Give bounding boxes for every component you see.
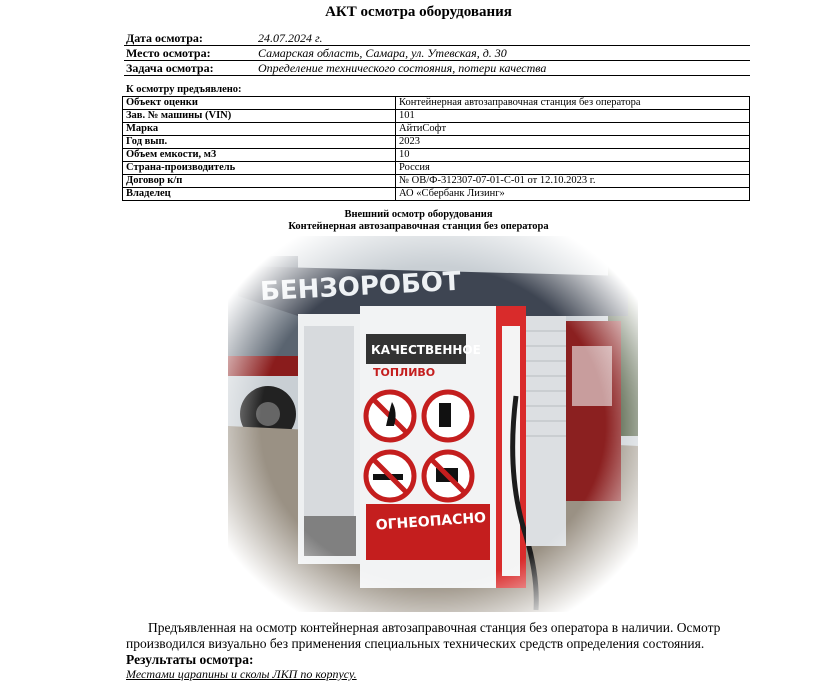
row-label: Объект оценки <box>123 97 396 110</box>
row-value: АО «Сбербанк Лизинг» <box>396 188 750 201</box>
results-title: Результаты осмотра: <box>126 652 254 667</box>
row-value: 101 <box>396 110 750 123</box>
equipment-photo <box>228 236 638 612</box>
table-row <box>123 162 750 175</box>
row-value: № ОВ/Ф-312307-07-01-С-01 от 12.10.2023 г. <box>396 175 750 188</box>
table-row <box>123 136 750 149</box>
row-label: Договор к/п <box>123 175 396 188</box>
table-row <box>123 123 750 136</box>
table-row <box>123 188 750 201</box>
info-value: Самарская область, Самара, ул. Утевская, д. 30 <box>256 46 750 61</box>
row-label: Объем емкости, м3 <box>123 149 396 162</box>
row-label: Марка <box>123 123 396 136</box>
table-row <box>123 97 750 110</box>
info-row-place <box>124 46 750 61</box>
photo-caption-subtitle: Контейнерная автозаправочная станция без оператора <box>288 221 549 232</box>
info-label: Задача осмотра: <box>124 61 256 76</box>
table-row <box>123 110 750 123</box>
row-label: Зав. № машины (VIN) <box>123 110 396 123</box>
row-value: 10 <box>396 149 750 162</box>
results-text: Местами царапины и сколы ЛКП по корпусу. <box>126 667 357 681</box>
photo-caption-title: Внешний осмотр оборудования <box>344 209 493 220</box>
info-row-task <box>124 61 750 76</box>
info-value: Определение технического состояния, потери качества <box>256 61 750 76</box>
row-value: Контейнерная автозаправочная станция без оператора <box>396 97 750 110</box>
document-title: АКТ осмотра оборудования <box>325 4 512 20</box>
paragraph-text: Предъявленная на осмотр контейнерная автозаправочная станция без оператора в наличии. Осмотр производился визуально без применения специальных технических средств определения состояния. <box>126 620 721 651</box>
info-row-date <box>124 31 750 46</box>
info-label: Дата осмотра: <box>124 31 256 46</box>
row-value: 2023 <box>396 136 750 149</box>
inspection-paragraph <box>126 620 766 652</box>
info-value: 24.07.2024 г. <box>256 31 750 46</box>
row-value: АйтиСофт <box>396 123 750 136</box>
equipment-table <box>122 96 750 201</box>
row-value: Россия <box>396 162 750 175</box>
inspection-info-table <box>124 31 750 76</box>
row-label: Владелец <box>123 188 396 201</box>
row-label: Год вып. <box>123 136 396 149</box>
table-row <box>123 149 750 162</box>
info-label: Место осмотра: <box>124 46 256 61</box>
table-row <box>123 175 750 188</box>
presented-label: К осмотру предъявлено: <box>126 84 242 95</box>
row-label: Страна-производитель <box>123 162 396 175</box>
